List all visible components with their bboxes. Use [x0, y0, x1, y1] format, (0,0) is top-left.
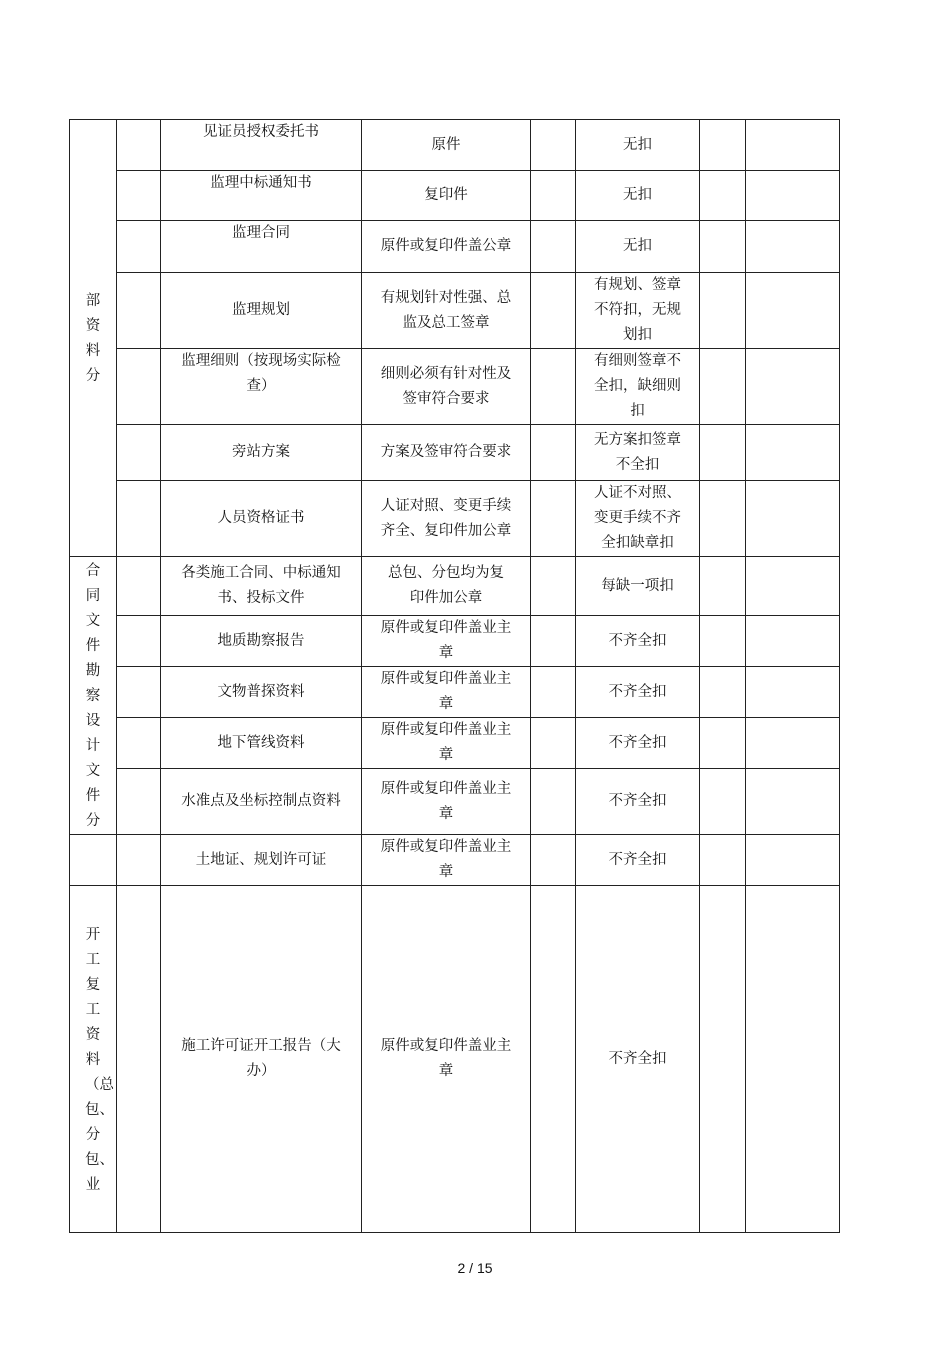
item-cell-text: 人员资格证书 [217, 510, 305, 526]
deduction-cell-text: 无扣 [623, 136, 652, 153]
remark-cell [746, 835, 840, 886]
requirement-cell [362, 349, 531, 425]
requirement-cell [362, 481, 531, 557]
points-cell [700, 349, 746, 425]
category-label: 开工复工资料（总包、分包、业 [85, 926, 114, 1193]
score-cell [531, 769, 576, 835]
item-cell [161, 616, 362, 667]
points-cell [700, 769, 746, 835]
item-cell-text: 各类施工合同、中标通知书、投标文件 [181, 565, 341, 606]
category-label: 部资料分 [85, 293, 101, 384]
requirement-cell-text: 原件或复印件盖公章 [380, 238, 512, 254]
item-cell-text: 地质勘察报告 [217, 632, 305, 649]
no-cell [117, 616, 161, 667]
deduction-cell [576, 349, 700, 425]
score-cell [531, 273, 576, 349]
no-cell [117, 349, 161, 425]
no-cell [117, 886, 161, 1233]
requirement-cell-text: 原件或复印件盖业主章 [380, 671, 512, 712]
remark-cell [746, 120, 840, 171]
item-cell-text: 地下管线资料 [217, 734, 305, 751]
requirement-cell [362, 557, 531, 616]
item-cell [161, 667, 362, 718]
deduction-cell [576, 667, 700, 718]
table-row [70, 667, 840, 718]
item-cell [161, 481, 362, 557]
table-row [70, 886, 840, 1233]
table-row [70, 425, 840, 481]
points-cell [700, 886, 746, 1233]
score-cell [531, 481, 576, 557]
remark-cell [746, 221, 840, 273]
category-label: 合同文件勘察设计文件分 [85, 563, 101, 829]
requirement-cell-text: 原件 [431, 136, 461, 153]
deduction-cell [576, 718, 700, 769]
category-cell [70, 835, 117, 886]
requirement-cell [362, 425, 531, 481]
deduction-cell [576, 769, 700, 835]
category-cell [70, 557, 117, 835]
score-cell [531, 557, 576, 616]
deduction-cell-text: 有规划、签章不符扣，无规划扣 [594, 277, 681, 343]
deduction-cell-text: 每缺一项扣 [601, 577, 674, 594]
requirement-cell [362, 769, 531, 835]
score-cell [531, 835, 576, 886]
requirement-cell [362, 718, 531, 769]
deduction-cell [576, 171, 700, 221]
requirement-cell [362, 120, 531, 171]
points-cell [700, 616, 746, 667]
item-cell-text: 监理中标通知书 [210, 175, 312, 191]
requirement-cell-text: 有规划针对性强、总监及总工签章 [380, 289, 512, 331]
deduction-cell-text: 不齐全扣 [608, 1050, 667, 1067]
score-cell [531, 425, 576, 481]
deduction-cell [576, 557, 700, 616]
remark-cell [746, 557, 840, 616]
item-cell [161, 718, 362, 769]
item-cell [161, 769, 362, 835]
table-row [70, 769, 840, 835]
no-cell [117, 481, 161, 557]
requirement-cell-text: 原件或复印件盖业主章 [380, 839, 512, 880]
deduction-cell [576, 120, 700, 171]
points-cell [700, 120, 746, 171]
deduction-cell-text: 不齐全扣 [608, 851, 667, 868]
table-row [70, 835, 840, 886]
deduction-cell-text: 人证不对照、变更手续不齐全扣缺章扣 [594, 485, 681, 551]
item-cell [161, 557, 362, 616]
item-cell-text: 施工许可证开工报告（大办） [181, 1038, 341, 1079]
no-cell [117, 769, 161, 835]
category-cell [70, 120, 117, 557]
remark-cell [746, 718, 840, 769]
score-cell [531, 120, 576, 171]
points-cell [700, 718, 746, 769]
table-row [70, 557, 840, 616]
remark-cell [746, 769, 840, 835]
requirement-cell-text: 细则必须有针对性及签审符合要求 [380, 365, 512, 407]
remark-cell [746, 616, 840, 667]
item-cell [161, 273, 362, 349]
deduction-cell-text: 不齐全扣 [608, 793, 667, 809]
points-cell [700, 481, 746, 557]
requirement-cell-text: 原件或复印件盖业主章 [380, 1038, 512, 1079]
item-cell-text: 监理合同 [232, 225, 290, 241]
category-cell [70, 886, 117, 1233]
no-cell [117, 425, 161, 481]
item-cell-text: 监理细则（按现场实际检查） [181, 353, 341, 394]
table-row [70, 616, 840, 667]
remark-cell [746, 349, 840, 425]
item-cell-text: 监理规划 [232, 302, 290, 318]
requirement-cell [362, 273, 531, 349]
deduction-cell [576, 835, 700, 886]
remark-cell [746, 425, 840, 481]
item-cell [161, 171, 362, 221]
requirement-cell-text: 方案及签审符合要求 [380, 444, 512, 460]
table-row [70, 481, 840, 557]
score-cell [531, 221, 576, 273]
deduction-cell [576, 616, 700, 667]
no-cell [117, 667, 161, 718]
deduction-cell [576, 481, 700, 557]
no-cell [117, 557, 161, 616]
table-row [70, 273, 840, 349]
requirement-cell [362, 171, 531, 221]
item-cell-text: 旁站方案 [232, 444, 290, 460]
deduction-cell [576, 425, 700, 481]
remark-cell [746, 667, 840, 718]
deduction-cell-text: 无扣 [623, 238, 652, 254]
remark-cell [746, 886, 840, 1233]
points-cell [700, 557, 746, 616]
points-cell [700, 425, 746, 481]
requirement-cell-text: 原件或复印件盖业主章 [380, 780, 512, 822]
requirement-cell-text: 原件或复印件盖业主章 [380, 722, 512, 763]
deduction-cell-text: 不齐全扣 [608, 632, 667, 649]
no-cell [117, 221, 161, 273]
deduction-cell-text: 无扣 [623, 187, 652, 203]
item-cell [161, 221, 362, 273]
requirement-cell-text: 原件或复印件盖业主章 [380, 620, 512, 661]
no-cell [117, 171, 161, 221]
page-number: 2 / 15 [457, 1260, 493, 1276]
item-cell-text: 土地证、规划许可证 [195, 851, 327, 868]
points-cell [700, 667, 746, 718]
remark-cell [746, 273, 840, 349]
no-cell [117, 273, 161, 349]
table-row [70, 718, 840, 769]
requirement-cell [362, 886, 531, 1233]
score-cell [531, 171, 576, 221]
deduction-cell [576, 273, 700, 349]
requirement-cell [362, 221, 531, 273]
deduction-cell-text: 不齐全扣 [608, 734, 667, 751]
table-row [70, 349, 840, 425]
item-cell [161, 349, 362, 425]
points-cell [700, 221, 746, 273]
item-cell-text: 文物普探资料 [217, 683, 305, 700]
requirement-cell-text: 复印件 [424, 187, 468, 203]
remark-cell [746, 171, 840, 221]
table-row [70, 171, 840, 221]
requirement-cell [362, 616, 531, 667]
points-cell [700, 273, 746, 349]
deduction-cell [576, 886, 700, 1233]
checklist-table [69, 119, 840, 1233]
score-cell [531, 349, 576, 425]
deduction-cell [576, 221, 700, 273]
item-cell [161, 835, 362, 886]
deduction-cell-text: 不齐全扣 [608, 683, 667, 700]
item-cell-text: 见证员授权委托书 [203, 124, 319, 140]
requirement-cell-text: 人证对照、变更手续齐全、复印件加公章 [380, 497, 512, 539]
requirement-cell-text: 总包、分包均为复印件加公章 [388, 565, 504, 606]
no-cell [117, 835, 161, 886]
requirement-cell [362, 667, 531, 718]
score-cell [531, 718, 576, 769]
deduction-cell-text: 无方案扣签章不全扣 [594, 431, 681, 473]
no-cell [117, 718, 161, 769]
points-cell [700, 835, 746, 886]
deduction-cell-text: 有细则签章不全扣，缺细则扣 [594, 353, 681, 419]
item-cell [161, 886, 362, 1233]
table-row [70, 221, 840, 273]
score-cell [531, 667, 576, 718]
item-cell [161, 425, 362, 481]
points-cell [700, 171, 746, 221]
score-cell [531, 886, 576, 1233]
item-cell-text: 水准点及坐标控制点资料 [181, 793, 341, 809]
requirement-cell [362, 835, 531, 886]
item-cell [161, 120, 362, 171]
remark-cell [746, 481, 840, 557]
score-cell [531, 616, 576, 667]
no-cell [117, 120, 161, 171]
table-row [70, 120, 840, 171]
